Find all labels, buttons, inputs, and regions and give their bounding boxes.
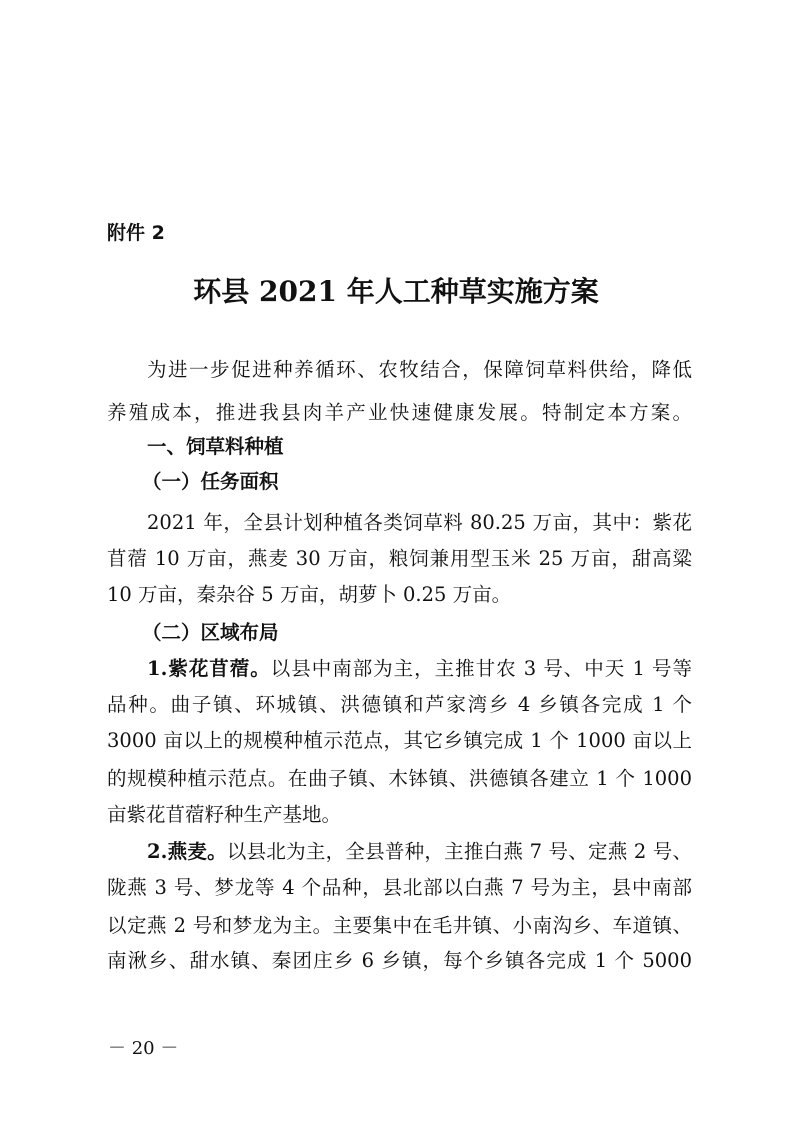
document-title: 环县 2021 年人工种草实施方案 bbox=[193, 275, 599, 308]
oat-line-2: 陇燕 3 号、梦龙等 4 个品种，县北部以白燕 7 号为主，县中南部 bbox=[107, 876, 692, 899]
subsection-heading-1: （一）任务面积 bbox=[142, 470, 279, 493]
task-area-line-3: 10 万亩，秦杂谷 5 万亩，胡萝卜 0.25 万亩。 bbox=[107, 583, 512, 606]
page-number: － 20 － bbox=[108, 1038, 179, 1059]
alfalfa-lead: 1.紫花苜蓿。 bbox=[147, 657, 271, 680]
oat-lead: 2.燕麦。 bbox=[147, 840, 227, 863]
intro-line-1: 为进一步促进种养循环、农牧结合，保障饲草料供给，降低 bbox=[147, 358, 692, 381]
alfalfa-line-1 bbox=[147, 653, 692, 681]
oat-line-1-text: 以县北为主，全县普种，主推白燕 7 号、定燕 2 号、 bbox=[226, 840, 693, 863]
alfalfa-line-2: 品种。曲子镇、环城镇、洪德镇和芦家湾乡 4 乡镇各完成 1 个 bbox=[107, 693, 692, 716]
intro-line-2: 养殖成本，推进我县肉羊产业快速健康发展。特制定本方案。 bbox=[107, 401, 692, 424]
attachment-label: 附件 2 bbox=[107, 222, 165, 244]
alfalfa-line-5: 亩紫花苜蓿籽种生产基地。 bbox=[107, 803, 342, 826]
section-heading-1: 一、饲草料种植 bbox=[147, 435, 284, 458]
oat-line-1 bbox=[147, 836, 692, 864]
task-area-line-2: 苜蓿 10 万亩，燕麦 30 万亩，粮饲兼用型玉米 25 万亩，甜高粱 bbox=[107, 547, 692, 570]
task-area-line-1: 2021 年，全县计划种植各类饲草料 80.25 万亩，其中：紫花 bbox=[147, 511, 692, 534]
oat-line-3: 以定燕 2 号和梦龙为主。主要集中在毛井镇、小南沟乡、车道镇、 bbox=[107, 914, 692, 937]
alfalfa-line-4: 的规模种植示范点。在曲子镇、木钵镇、洪德镇各建立 1 个 1000 bbox=[107, 767, 692, 790]
subsection-heading-2: （二）区域布局 bbox=[142, 621, 279, 644]
alfalfa-line-3: 3000 亩以上的规模种植示范点，其它乡镇完成 1 个 1000 亩以上 bbox=[107, 729, 692, 752]
alfalfa-line-1-text: 以县中南部为主，主推甘农 3 号、中天 1 号等 bbox=[270, 657, 693, 680]
oat-line-4: 南湫乡、甜水镇、秦团庄乡 6 乡镇，每个乡镇各完成 1 个 5000 bbox=[107, 949, 692, 972]
